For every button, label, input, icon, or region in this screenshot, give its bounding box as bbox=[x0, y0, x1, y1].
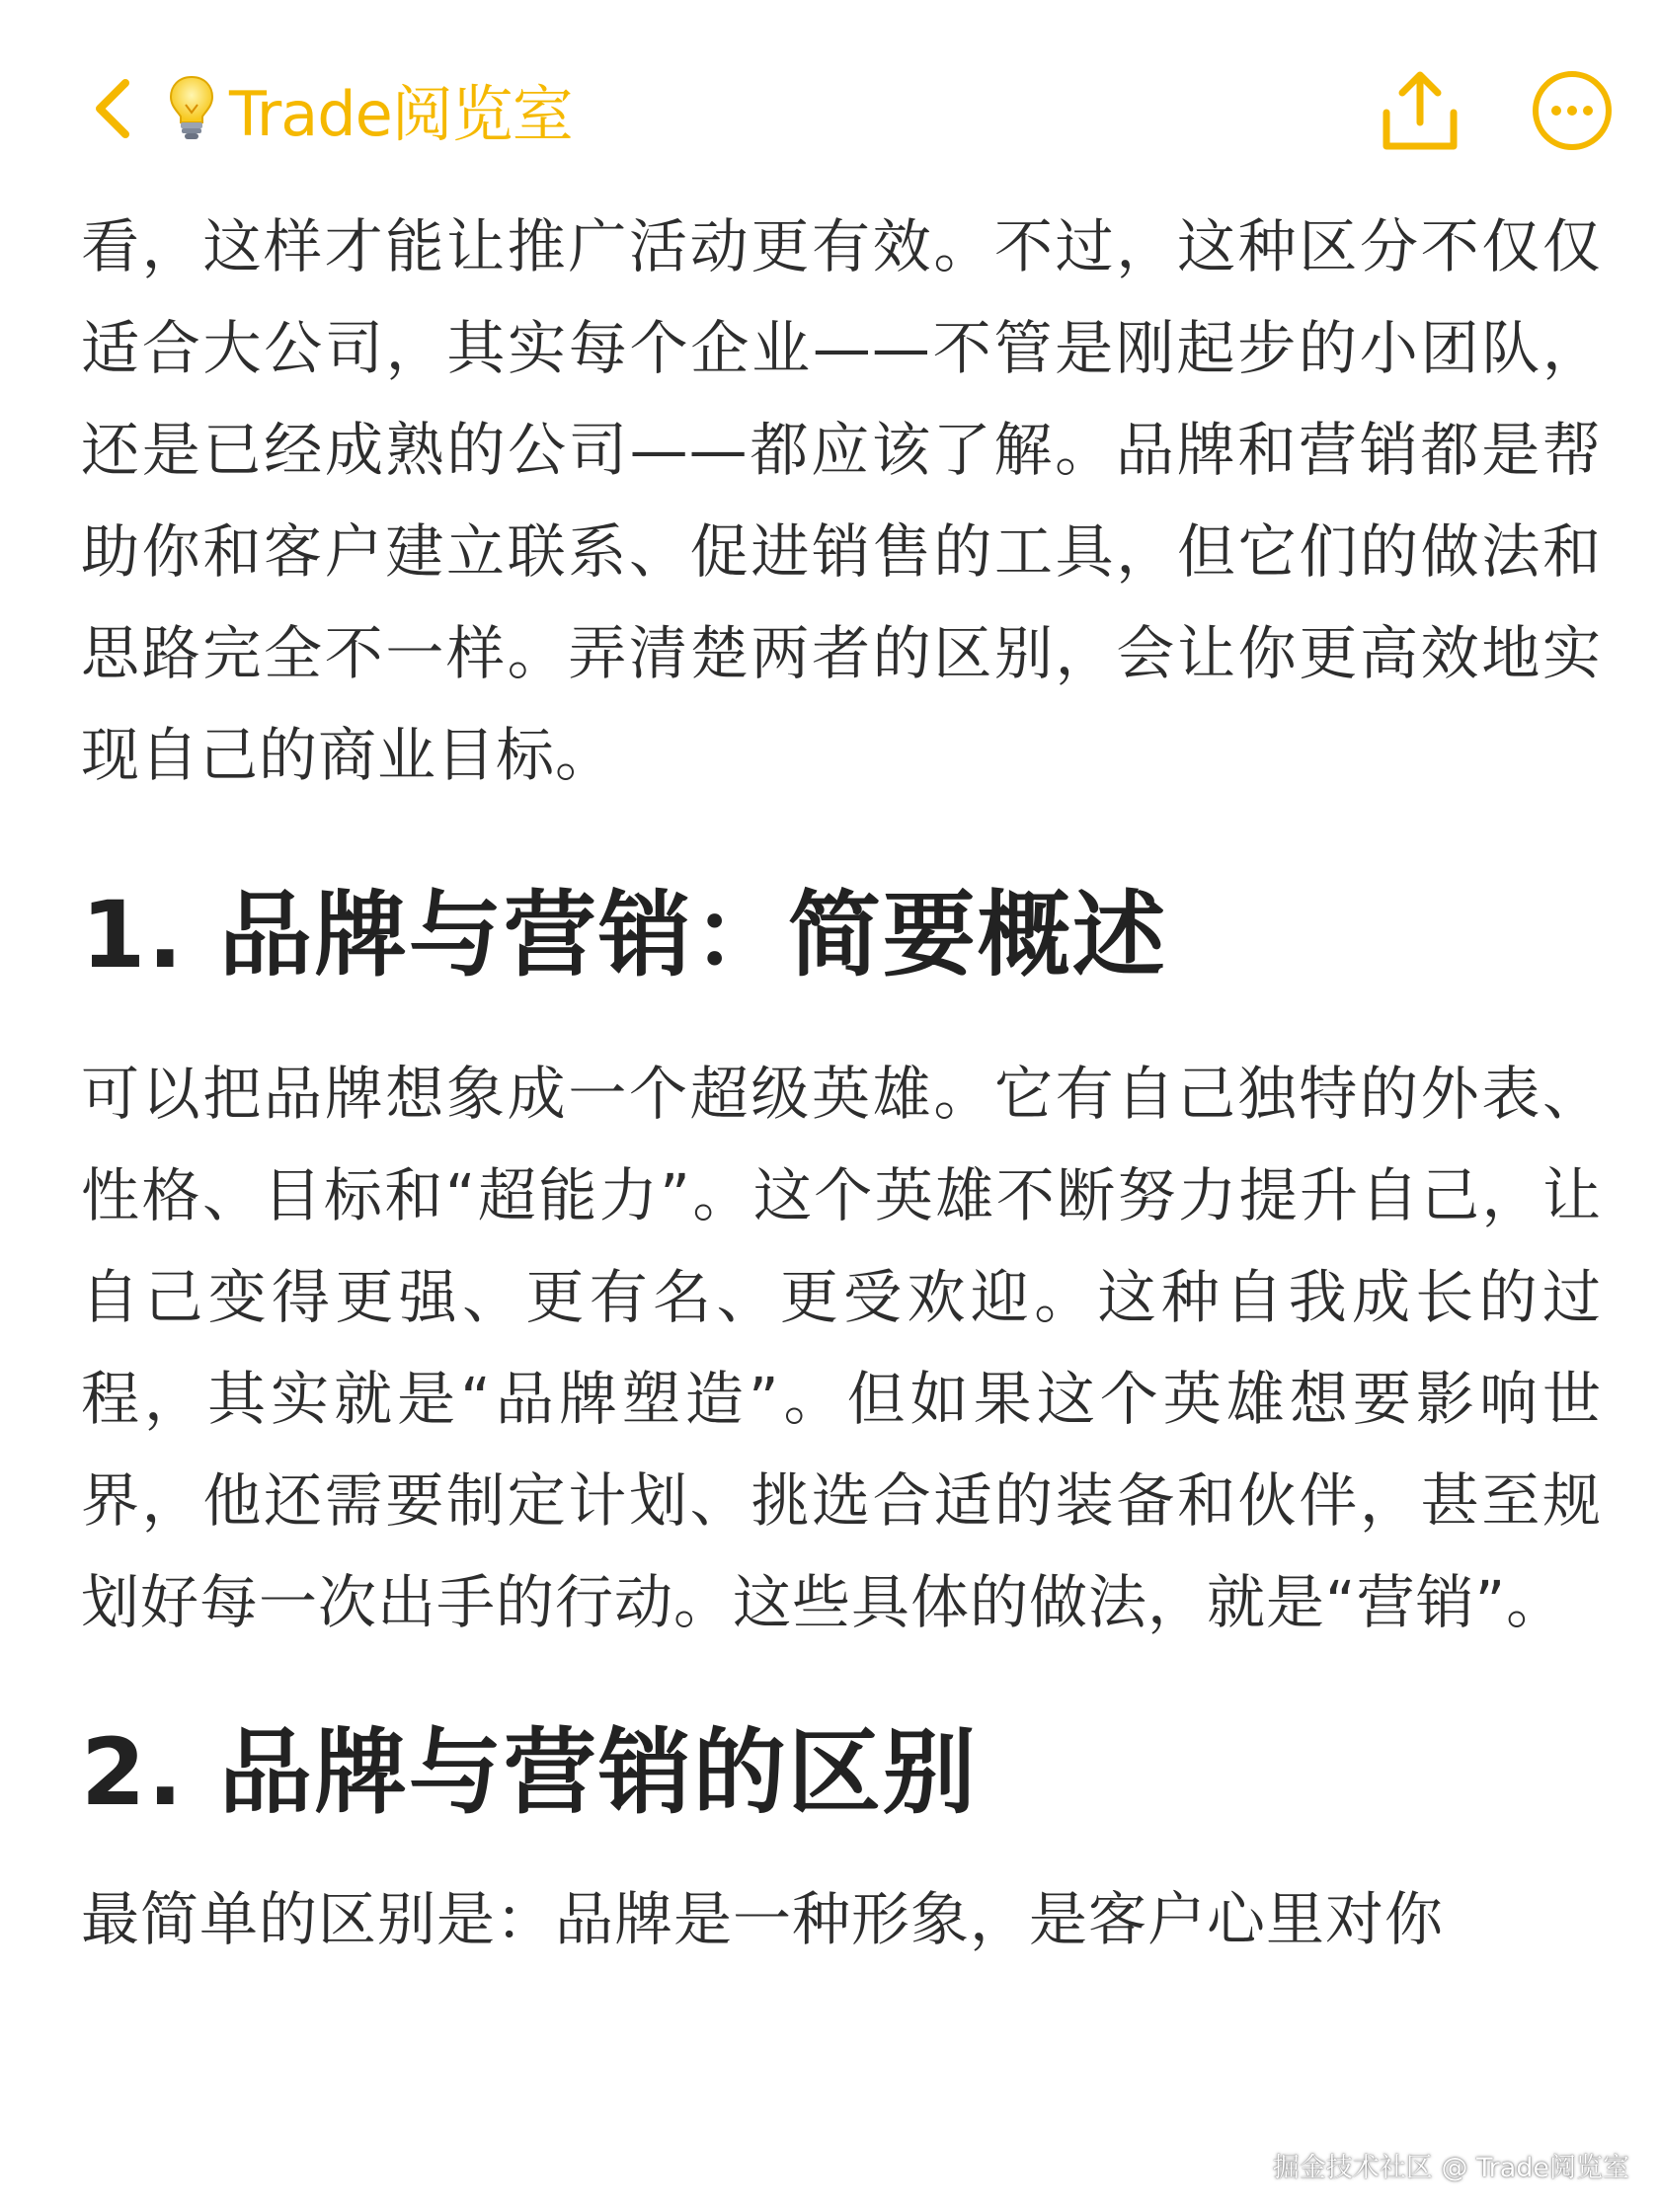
header-title: Trade阅览室 bbox=[229, 77, 573, 150]
more-dots-icon bbox=[1531, 69, 1614, 152]
section1-paragraph: 可以把品牌想象成一个超级英雄。它有自己独特的外表、性格、目标和“超能力”。这个英雄不断努力提升自己，让自己变得更强、更有名、更受欢迎。这种自我成长的过程，其实就是“品牌塑造”。但如果这个英雄想要影响世界，他还需要制定计划、挑选合适的装备和伙伴，甚至规划好每一次出手的行动。这些具体的做法，就是“营销”。 bbox=[81, 1060, 1602, 1636]
article-content bbox=[81, 196, 1602, 1970]
back-button[interactable] bbox=[77, 69, 146, 148]
section2-heading: 2. 品牌与营销的区别 bbox=[81, 1719, 978, 1827]
section2-paragraph: 最简单的区别是：品牌是一种形象，是客户心里对你 bbox=[81, 1885, 1445, 1953]
share-button[interactable] bbox=[1379, 65, 1462, 154]
section1-heading: 1. 品牌与营销：简要概述 bbox=[81, 882, 1167, 989]
chevron-left-icon bbox=[92, 77, 131, 140]
top-bar bbox=[0, 0, 1659, 198]
share-upload-icon bbox=[1379, 65, 1462, 154]
lightbulb-icon bbox=[168, 75, 215, 142]
watermark: 掘金技术社区 @ Trade阅览室 bbox=[1272, 2153, 1629, 2183]
header-title-group bbox=[168, 69, 573, 148]
intro-paragraph: 看，这样才能让推广活动更有效。不过，这种区分不仅仅适合大公司，其实每个企业——不管是刚起步的小团队，还是已经成熟的公司——都应该了解。品牌和营销都是帮助你和客户建立联系、促进销售的工具，但它们的做法和思路完全不一样。弄清楚两者的区别，会让你更高效地实现自己的商业目标。 bbox=[81, 212, 1602, 789]
more-button[interactable] bbox=[1531, 69, 1614, 152]
